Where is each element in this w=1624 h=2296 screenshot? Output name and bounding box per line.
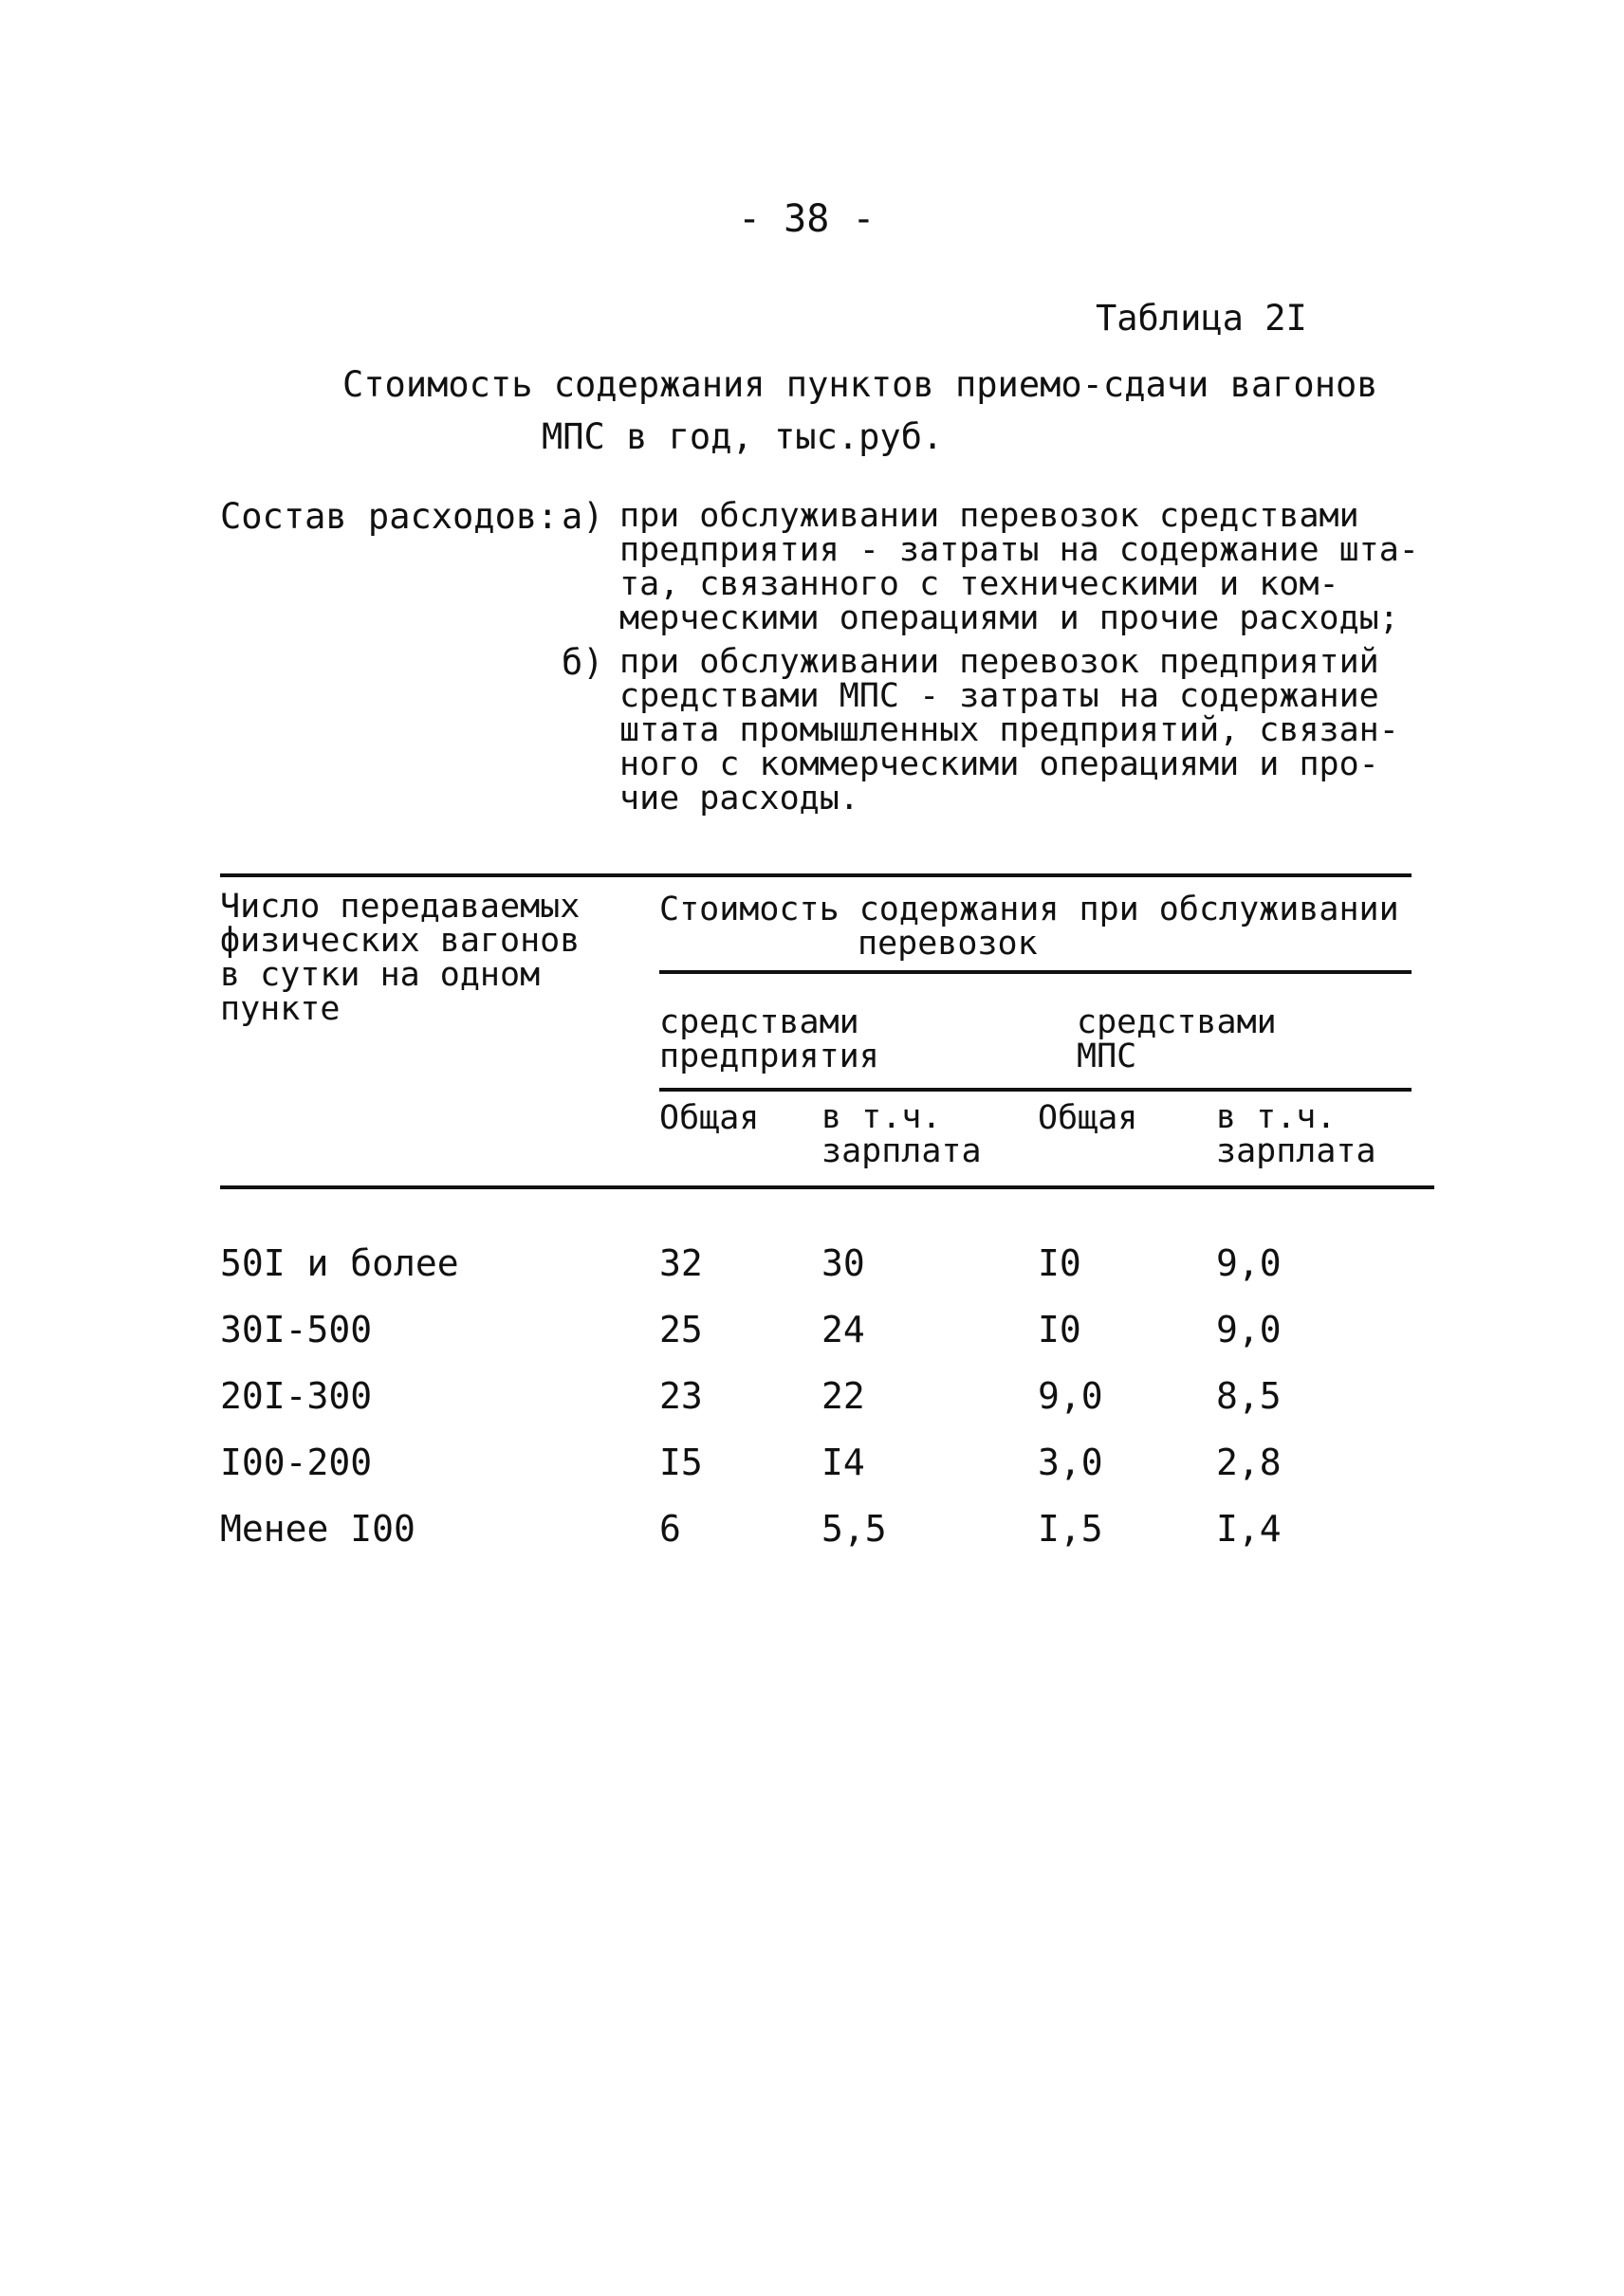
item-b-marker: б) <box>562 642 604 683</box>
row-label: 20I-300 <box>220 1375 373 1417</box>
col-header-line: в т.ч. <box>1216 1098 1337 1136</box>
item-b-line: чие расходы. <box>619 780 859 817</box>
group-header-line1: Стоимость содержания при обслуживании <box>659 891 1399 928</box>
sub-header-enterprise <box>659 1005 879 1074</box>
item-a-line: при обслуживании перевозок средствами <box>619 497 1359 535</box>
col-header-mps-total: Общая <box>1038 1099 1138 1137</box>
col-header-line: в т.ч. <box>821 1098 942 1136</box>
cell-ent-salary: 30 <box>821 1242 865 1284</box>
subgroup-rule <box>659 1088 1412 1092</box>
cell-mps-salary: I,4 <box>1216 1508 1282 1550</box>
row-label: I00-200 <box>220 1442 373 1483</box>
table-title-line2: МПС в год, тыс.руб. <box>542 416 944 457</box>
item-b-text <box>619 645 1399 816</box>
sub-header-mps <box>1077 1005 1277 1074</box>
page-number: - 38 - <box>738 197 876 241</box>
item-a-line: предприятия - затраты на содержание шта- <box>619 531 1419 569</box>
col-header-line: зарплата <box>821 1132 982 1170</box>
stub-header <box>220 890 580 1026</box>
stub-header-line: в сутки на одном <box>220 956 541 994</box>
cell-ent-total: 25 <box>659 1309 703 1350</box>
cell-mps-salary: 9,0 <box>1216 1309 1282 1350</box>
sub-header-line: предприятия <box>659 1038 879 1075</box>
col-header-ent-total: Общая <box>659 1099 760 1137</box>
item-b-line: ного с коммерческими операциями и про- <box>619 745 1379 783</box>
cell-mps-total: I0 <box>1038 1242 1081 1284</box>
group-header-rule <box>659 970 1412 974</box>
cell-ent-salary: 5,5 <box>821 1508 887 1550</box>
item-b-line: средствами МПС - затраты на содержание <box>619 677 1379 715</box>
header-bottom-rule <box>220 1185 1434 1189</box>
col-header-mps-salary <box>1216 1100 1376 1168</box>
cell-ent-salary: I4 <box>821 1442 865 1483</box>
cell-mps-total: 3,0 <box>1038 1442 1103 1483</box>
item-a-line: та, связанного с техническими и ком- <box>619 565 1339 603</box>
item-a-marker: а) <box>562 496 604 537</box>
cell-ent-total: 6 <box>659 1508 681 1550</box>
cell-mps-salary: 8,5 <box>1216 1375 1282 1417</box>
item-b-line: штата промышленных предприятий, связан- <box>619 711 1399 749</box>
item-a-line: мерческими операциями и прочие расходы; <box>619 599 1399 637</box>
item-a-text <box>619 499 1419 635</box>
stub-header-line: пункте <box>220 990 341 1028</box>
table-title-line1: Стоимость содержания пунктов приемо-сдачи вагонов <box>342 364 1378 405</box>
cell-mps-total: I,5 <box>1038 1508 1103 1550</box>
stub-header-line: физических вагонов <box>220 922 581 960</box>
cell-mps-total: I0 <box>1038 1309 1081 1350</box>
col-header-ent-salary <box>821 1100 982 1168</box>
cell-mps-salary: 9,0 <box>1216 1242 1282 1284</box>
cell-ent-total: I5 <box>659 1442 703 1483</box>
cell-mps-salary: 2,8 <box>1216 1442 1282 1483</box>
composition-label: Состав расходов: <box>220 496 559 537</box>
row-label: 30I-500 <box>220 1309 373 1350</box>
cell-ent-total: 23 <box>659 1375 703 1417</box>
row-label: 50I и более <box>220 1242 459 1284</box>
group-header-line2: перевозок <box>858 925 1038 963</box>
sub-header-line: средствами <box>1077 1003 1277 1041</box>
cell-ent-total: 32 <box>659 1242 703 1284</box>
col-header-line: зарплата <box>1216 1132 1376 1170</box>
sub-header-line: средствами <box>659 1003 859 1041</box>
sub-header-line: МПС <box>1077 1038 1137 1075</box>
item-b-line: при обслуживании перевозок предприятий <box>619 643 1379 681</box>
cell-ent-salary: 24 <box>821 1309 865 1350</box>
stub-header-line: Число передаваемых <box>220 888 581 926</box>
table-top-rule <box>220 873 1412 877</box>
cell-mps-total: 9,0 <box>1038 1375 1103 1417</box>
cell-ent-salary: 22 <box>821 1375 865 1417</box>
row-label: Менее I00 <box>220 1508 415 1550</box>
table-label: Таблица 2I <box>1096 298 1307 339</box>
